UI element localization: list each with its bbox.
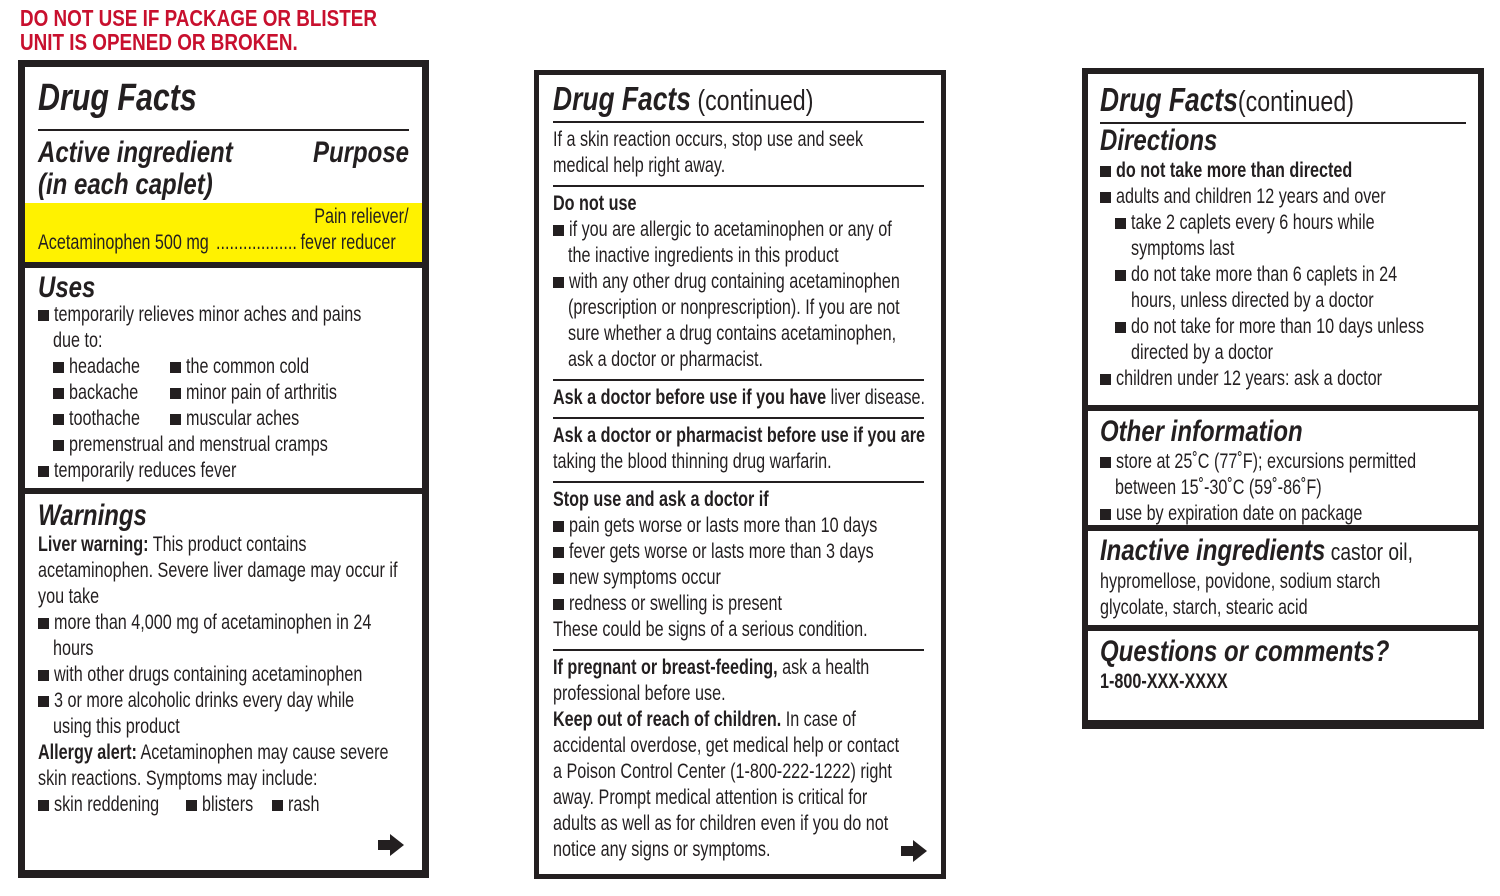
bold-label: Do not use [553,192,637,215]
continue-arrow-icon [901,840,927,862]
line-text [53,714,180,740]
bullet-square-icon [1100,374,1111,385]
bullet-square-icon [38,310,49,321]
line-text [1100,569,1380,595]
directions-section [1088,74,1478,405]
line-text [1115,475,1322,501]
item-text: backache [69,381,139,404]
purpose-line-1: Pain reliever/ [314,205,409,228]
body-text: (prescription or nonprescription). If you are not [568,296,900,319]
bullet-square-icon [553,277,564,288]
line-text [38,558,398,584]
line-text [553,837,770,863]
text-line [553,681,924,707]
continued-header [1100,74,1466,124]
body-text: you take [38,585,100,608]
text-line [38,688,409,714]
line-text [1116,184,1386,210]
text-line [38,584,409,610]
line-text [553,785,867,811]
item-text: the common cold [186,355,310,378]
bullet-square-icon [1100,192,1111,203]
section-heading-row [1100,535,1466,569]
bullet-square-icon [1115,218,1126,229]
panel2-section [553,483,924,651]
panel3-section [1088,411,1478,525]
text-line [553,191,924,217]
line-text [569,591,782,617]
body-text: sure whether a drug contains acetaminophen, [568,322,897,345]
list-column-item [170,354,370,380]
bold-label: 1-800-XXX-XXXX [1100,670,1228,693]
item-text: minor pain of arthritis [186,381,337,404]
drug-facts-panel-2 [534,70,946,879]
text-line [1100,449,1466,475]
body-text: children under 12 years: ask a doctor [1116,367,1383,390]
body-text: pain gets worse or lasts more than 10 days [569,514,878,537]
text-line [553,385,924,411]
bullet-square-icon [272,800,283,811]
text-line [1100,184,1466,210]
text-line [553,733,924,759]
text-line [38,766,409,792]
body-text: fever gets worse or lasts more than 3 days [569,540,874,563]
bold-label: Liver warning: [38,533,149,556]
body-text: between 15˚-30˚C (59˚-86˚F) [1115,476,1322,499]
text-line [38,406,409,432]
warnings-heading: Warnings [38,499,147,532]
continued-label: (continued) [1237,86,1354,118]
body-text: If a skin reaction occurs, stop use and seek [553,128,864,151]
bullet-square-icon [53,414,64,425]
line-text [568,243,839,269]
continue-arrow-icon [378,834,404,856]
text-line [553,243,924,269]
line-text [569,565,721,591]
body-text: In case of [781,708,856,731]
uses-heading: Uses [38,271,96,304]
text-line [553,513,924,539]
line-text [38,532,306,558]
body-text: hours [53,637,94,660]
bold-label: Keep out of reach of children. [553,708,782,731]
line-text [553,811,888,837]
drug-facts-title: Drug Facts [1100,81,1238,118]
panel2-section [553,419,924,483]
section-heading [1100,416,1303,448]
line-text [54,302,361,328]
text-line [38,714,409,740]
list-column-item [170,380,370,406]
line-text [553,617,868,643]
item-text: rash [287,793,320,816]
bullet-square-icon [170,362,181,373]
line-text [568,295,900,321]
body-text: glycolate, starch, stearic acid [1100,596,1308,619]
bullet-square-icon [553,573,564,584]
section-heading [1100,125,1217,157]
bullet-square-icon [38,670,49,681]
panel2-section [553,381,924,419]
list-column-item [170,406,370,432]
line-text [569,513,877,539]
text-line [38,636,409,662]
bullet-square-icon [1100,166,1111,177]
line-text [38,740,389,766]
text-line [553,811,924,837]
body-text: ask a health [777,656,870,679]
leader-dots: .................. [216,231,297,254]
bullet-square-icon [170,414,181,425]
bullet-square-icon [38,618,49,629]
line-text [1131,236,1234,262]
body-text: using this product [53,715,180,738]
bullet-square-icon [1100,509,1111,520]
body-text: temporarily relieves minor aches and pains [54,303,362,326]
line-text [553,449,832,475]
text-line [553,295,924,321]
text-line [553,837,924,863]
body-text: acetaminophen. Severe liver damage may occur if [38,559,398,582]
panel2-section [553,651,924,869]
text-line [553,591,924,617]
text-line [553,269,924,295]
item-text: skin reddening [54,793,160,816]
item-text: muscular aches [186,407,300,430]
section-heading-row [1100,635,1466,669]
text-line [1100,595,1466,621]
line-text [1131,210,1375,236]
text-line [553,785,924,811]
body-text: more than 4,000 mg of acetaminophen in 24 [54,611,372,634]
body-text: symptoms last [1131,237,1235,260]
bullet-square-icon [553,521,564,532]
line-text [553,191,637,217]
bold-label: If pregnant or breast-feeding, [553,656,778,679]
line-text [1131,340,1273,366]
text-line [38,354,409,380]
text-line [1100,158,1466,184]
line-text [69,432,328,458]
purpose-line-2: fever reducer [300,231,396,254]
uses-section [25,268,422,488]
active-ingredient-subheading: (in each caplet) [38,168,213,201]
section-heading-row [1100,415,1466,449]
body-text: Acetaminophen may cause severe [136,741,389,764]
text-line [553,153,924,179]
text-line [1100,569,1466,595]
body-text: accidental overdose, get medical help or contact [553,734,900,757]
heading-text: Questions or comments? [1100,635,1390,668]
text-line [38,792,409,818]
heading-text: Other information [1100,415,1303,448]
continued-label: (continued) [690,85,814,117]
text-line [553,347,924,373]
body-text: ask a doctor or pharmacist. [568,348,764,371]
text-line [553,487,924,513]
body-text: medical help right away. [553,154,726,177]
text-line [38,532,409,558]
bullet-square-icon [1115,270,1126,281]
text-line [1100,288,1466,314]
body-text: professional before use. [553,682,726,705]
drug-facts-panel-1 [18,60,429,878]
body-text: notice any signs or symptoms. [553,838,771,861]
bullet-square-icon [1115,322,1126,333]
bullet-square-icon [553,547,564,558]
line-text [1100,595,1308,621]
text-line [553,759,924,785]
body-text: These could be signs of a serious condition. [553,618,868,641]
list-column-item [53,354,170,380]
line-text [1116,366,1382,392]
body-text: with other drugs containing acetaminophen [54,663,363,686]
body-text: take 2 caplets every 6 hours while [1131,211,1375,234]
text-line [1100,340,1466,366]
line-text [569,217,892,243]
line-text [53,636,93,662]
body-text: store at 25˚C (77˚F); excursions permitted [1116,450,1417,473]
bullet-square-icon [170,388,181,399]
body-text: adults and children 12 years and over [1116,185,1386,208]
line-text [1131,314,1424,340]
text-line [553,655,924,681]
line-text [54,610,371,636]
line-text [1131,288,1374,314]
section-heading [1100,535,1413,569]
list-column-item [53,406,170,432]
line-text [54,458,236,484]
package-warning-banner [20,6,377,54]
text-line [1100,501,1466,527]
bullet-square-icon [38,800,49,811]
line-text [553,707,856,733]
item-text: headache [69,355,141,378]
heading-text: Inactive ingredients [1100,534,1326,567]
bold-label: do not take more than directed [1116,159,1353,182]
text-line [1100,236,1466,262]
body-text: hours, unless directed by a doctor [1131,289,1374,312]
panel3-section [1088,631,1478,720]
line-text [569,539,874,565]
text-line [1100,475,1466,501]
text-line [553,449,924,475]
line-text [54,662,362,688]
text-line [1100,669,1466,695]
bullet-square-icon [553,599,564,610]
item-text: toothache [69,407,141,430]
body-text: hypromellose, povidone, sodium starch [1100,570,1381,593]
heading-text: Directions [1100,124,1218,157]
panel2-section [553,187,924,381]
line-text [568,347,763,373]
body-text: This product contains [148,533,307,556]
body-text: temporarily reduces fever [54,459,237,482]
text-line [553,321,924,347]
body-text: with any other drug containing acetaminophen [569,270,900,293]
text-line [1100,210,1466,236]
text-line [38,558,409,584]
bullet-square-icon [53,388,64,399]
bullet-square-icon [38,466,49,477]
line-text [553,733,899,759]
text-line [553,565,924,591]
text-line [38,302,409,328]
body-text: directed by a doctor [1131,341,1274,364]
text-line [1100,262,1466,288]
bold-label: Ask a doctor or pharmacist before use if you are [553,424,926,447]
body-text: use by expiration date on package [1116,502,1363,525]
bullet-square-icon [553,225,564,236]
line-text [553,655,869,681]
ingredient-name: Acetaminophen 500 mg [38,231,209,254]
line-text [568,321,896,347]
list-column-item [186,792,272,818]
drug-facts-panel-3 [1082,68,1484,729]
text-line [38,662,409,688]
ingredient-highlight [25,203,422,262]
body-text: due to: [53,329,103,352]
active-ingredient-heading: Active ingredient [38,136,233,169]
drug-facts-title: Drug Facts [553,80,691,117]
list-column-item [53,380,170,406]
text-line [38,328,409,354]
body-text: adults as well as for children even if you do not [553,812,889,835]
line-text [1131,262,1397,288]
text-line [553,423,924,449]
text-line [38,432,409,458]
body-text: liver disease. [826,386,926,409]
text-line [38,740,409,766]
body-text: away. Prompt medical attention is critical for [553,786,868,809]
text-line [553,617,924,643]
line-text [553,423,925,449]
bullet-square-icon [186,800,197,811]
line-text [1100,669,1228,695]
line-text [553,385,925,411]
warnings-section [25,494,422,870]
body-text: skin reactions. Symptoms may include: [38,767,318,790]
continued-header [553,75,924,123]
line-text [553,127,863,153]
line-text [553,153,725,179]
warning-line: UNIT IS OPENED OR BROKEN. [20,29,298,55]
text-line [38,380,409,406]
line-text [54,688,354,714]
line-text [569,269,900,295]
panel2-section [553,123,924,187]
warning-line: DO NOT USE IF PACKAGE OR BLISTER [20,5,377,31]
body-text: if you are allergic to acetaminophen or any of [569,218,892,241]
body-text: the inactive ingredients in this product [568,244,839,267]
line-text [38,766,317,792]
line-text [553,487,769,513]
text-line [38,458,409,484]
body-text: do not take more than 6 caplets in 24 [1131,263,1398,286]
body-text: taking the blood thinning drug warfarin. [553,450,832,473]
text-line [553,217,924,243]
list-column-item [38,792,186,818]
body-text: a Poison Control Center (1-800-222-1222) right [553,760,892,783]
section-heading [1100,636,1389,668]
heading-tail-text: castor oil, [1325,539,1413,566]
bullet-square-icon [38,696,49,707]
bullet-square-icon [53,440,64,451]
body-text: premenstrual and menstrual cramps [69,433,328,456]
panel3-section [1088,531,1478,625]
text-line [553,539,924,565]
line-text [53,328,102,354]
body-text: 3 or more alcoholic drinks every day while [54,689,355,712]
purpose-heading: Purpose [312,136,409,169]
line-text [1116,501,1362,527]
item-text: blisters [202,793,254,816]
line-text [1116,158,1352,184]
line-text [38,584,99,610]
bold-label: Ask a doctor before use if you have [553,386,827,409]
body-text: do not take for more than 10 days unless [1131,315,1425,338]
text-line [1100,366,1466,392]
text-line [553,127,924,153]
line-text [553,759,892,785]
body-text: redness or swelling is present [569,592,783,615]
text-line [38,610,409,636]
bold-label: Stop use and ask a doctor if [553,488,769,511]
bold-label: Allergy alert: [38,741,137,764]
list-column-item [272,792,409,818]
bullet-square-icon [1100,457,1111,468]
active-ingredient-section [25,67,422,262]
text-line [1100,314,1466,340]
drug-facts-title: Drug Facts [38,76,197,119]
body-text: new symptoms occur [569,566,721,589]
line-text [553,681,726,707]
line-text [1116,449,1416,475]
bullet-square-icon [53,362,64,373]
text-line [553,707,924,733]
section-heading-row [1100,124,1466,158]
